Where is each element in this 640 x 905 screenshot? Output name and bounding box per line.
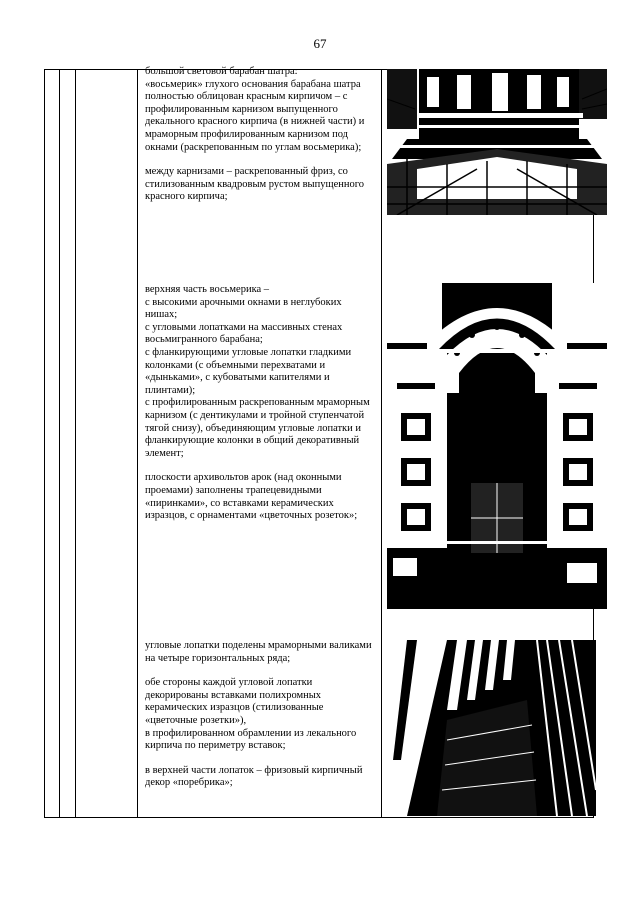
- column-divider-3: [137, 70, 138, 817]
- paragraph: плоскости архивольтов арок (над оконными проемами) заполнены трапецевидными «пиринками», со вставками керамических изразцов, с орнаментами «цветочных розеток»;: [145, 472, 358, 522]
- drum-base-photo: [387, 69, 607, 215]
- column-divider-4: [381, 70, 382, 817]
- description-block-3: [145, 640, 375, 802]
- paragraph: большой световой барабан шатра:: [145, 66, 298, 77]
- paragraph: с фланкирующими угловые лопатки гладкими колонками (с объемными перехватами и «дыньками», с кубоватыми капителями и плинтами);: [145, 346, 352, 396]
- paragraph: с высокими арочными окнами в неглубоких нишах;: [145, 296, 342, 321]
- paragraph: в верхней части лопаток – фризовый кирпичный декор «поребрика»;: [145, 764, 363, 789]
- paragraph: обе стороны каждой угловой лопатки декорированы вставками полихромных керамических изразцов (стилизованные «цветочные розетки»),: [145, 677, 324, 726]
- paragraph: с угловыми лопатками на массивных стенах восьмигранного барабана;: [145, 321, 343, 346]
- description-block-2: [145, 284, 375, 535]
- paragraph: с профилированным раскрепованным мраморным карнизом (с дентикулами и тройной ступенчатой тягой снизу), объединяющим угловые лопатки и фланкирующие колонки в общий декоративный элемент;: [145, 397, 370, 459]
- arch-window-photo: [387, 283, 607, 609]
- column-divider-1: [59, 70, 60, 817]
- paragraph: «восьмерик» глухого основания барабана шатра полностью облицован красным кирпичом – с профилированным карнизом выпущенного декального красного кирпича (в нижней части) и мраморным профилированным карнизом под окнами (раскрепованным по углам восьмерика);: [145, 78, 365, 153]
- pilaster-detail-photo: [387, 640, 596, 816]
- column-divider-2: [75, 70, 76, 817]
- paragraph: верхняя часть восьмерика –: [145, 284, 270, 295]
- paragraph: в профилированном обрамлении из лекального кирпича по периметру вставок;: [145, 727, 357, 752]
- page-number: 67: [313, 36, 327, 51]
- description-block-1: [145, 66, 375, 216]
- paragraph: между карнизами – раскрепованный фриз, со стилизованным квадровым рустом выпущенного красного кирпича;: [145, 166, 365, 203]
- paragraph: угловые лопатки поделены мраморными валиками на четыре горизонтальных ряда;: [145, 640, 372, 664]
